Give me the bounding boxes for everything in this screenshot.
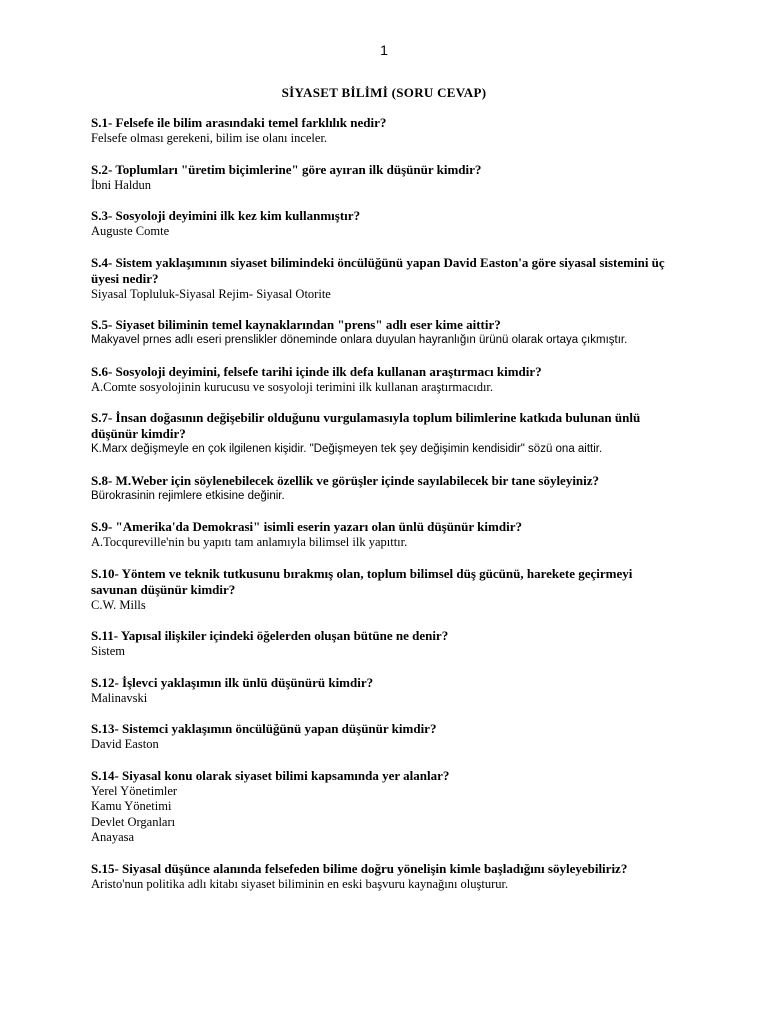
qa-item bbox=[91, 410, 671, 458]
qa-item bbox=[91, 519, 671, 551]
qa-item bbox=[91, 675, 671, 707]
answer-text: Malinavski bbox=[91, 690, 148, 705]
question-text: S.10- Yöntem ve teknik tutkusunu bırakmış olan, toplum bilimsel düş gücünü, harekete geçirmeyi savunan düşünür kimdir? bbox=[91, 565, 633, 597]
qa-item bbox=[91, 768, 671, 846]
qa-list bbox=[91, 115, 671, 907]
qa-item bbox=[91, 566, 671, 614]
answer-text: İbni Haldun bbox=[91, 177, 152, 192]
answer-text: A.Tocqureville'nin bu yapıtı tam anlamıyla bilimsel ilk yapıttır. bbox=[91, 535, 408, 549]
answer-text: Anayasa bbox=[91, 830, 135, 844]
answer-text: Devlet Organları bbox=[91, 814, 176, 829]
qa-item bbox=[91, 473, 671, 505]
answer-text: C.W. Mills bbox=[91, 597, 146, 612]
answer-text: Siyasal Topluluk-Siyasal Rejim- Siyasal Otorite bbox=[91, 286, 331, 301]
qa-item bbox=[91, 364, 671, 396]
answer-text: Yerel Yönetimler bbox=[91, 783, 178, 798]
answer-text: K.Marx değişmeyle en çok ilgilenen kişidir. "Değişmeyen tek şey değişimin kendisidir" sözü ona aittir. bbox=[91, 443, 603, 455]
qa-item bbox=[91, 255, 671, 303]
question-text: S.3- Sosyoloji deyimini ilk kez kim kullanmıştır? bbox=[91, 208, 361, 223]
qa-item bbox=[91, 115, 671, 147]
answer-text: Aristo'nun politika adlı kitabı siyaset biliminin en eski başvuru kaynağını oluşturur. bbox=[91, 876, 509, 891]
question-text: S.4- Sistem yaklaşımının siyaset bilimindeki öncülüğünü yapan David Easton'a göre siyasal sistemini üç üyesi nedir? bbox=[91, 254, 665, 286]
answer-text: Bürokrasinin rejimlere etkisine değinir. bbox=[91, 489, 285, 502]
answer-text: Makyavel prnes adlı eseri prenslikler döneminde onlara duyulan hayranlığın ürünü olarak ortaya çıkmıştır. bbox=[91, 334, 628, 346]
question-text: S.1- Felsefe ile bilim arasındaki temel farklılık nedir? bbox=[91, 115, 387, 130]
question-text: S.14- Siyasal konu olarak siyaset bilimi kapsamında yer alanlar? bbox=[91, 767, 450, 783]
question-text: S.13- Sistemci yaklaşımın öncülüğünü yapan düşünür kimdir? bbox=[91, 721, 437, 736]
question-text: S.8- M.Weber için söylenebilecek özellik ve görüşler içinde sayılabilecek bir tane söyleyiniz? bbox=[91, 472, 600, 488]
question-text: S.5- Siyaset biliminin temel kaynaklarından "prens" adlı eser kime aittir? bbox=[91, 317, 501, 332]
question-text: S.7- İnsan doğasının değişebilir olduğunu vurgulamasıyla toplum bilimlerine katkıda bulunan ünlü düşünür kimdir? bbox=[91, 410, 641, 441]
question-text: S.12- İşlevci yaklaşımın ilk ünlü düşünürü kimdir? bbox=[91, 674, 374, 690]
qa-item bbox=[91, 861, 671, 893]
qa-item bbox=[91, 162, 671, 194]
qa-item bbox=[91, 317, 671, 349]
answer-text: A.Comte sosyolojinin kurucusu ve sosyoloji terimini ilk kullanan araştırmacıdır. bbox=[91, 379, 494, 394]
answer-text: Sistem bbox=[91, 644, 126, 658]
answer-text: David Easton bbox=[91, 737, 159, 751]
qa-item bbox=[91, 628, 671, 660]
answer-text: Kamu Yönetimi bbox=[91, 799, 172, 813]
qa-item bbox=[91, 208, 671, 240]
page-number: 1 bbox=[380, 42, 388, 58]
question-text: S.2- Toplumları "üretim biçimlerine" göre ayıran ilk düşünür kimdir? bbox=[91, 161, 482, 177]
question-text: S.6- Sosyoloji deyimini, felsefe tarihi içinde ilk defa kullanan araştırmacı kimdir? bbox=[91, 363, 542, 379]
document-title: SİYASET BİLİMİ (SORU CEVAP) bbox=[281, 85, 487, 100]
question-text: S.11- Yapısal ilişkiler içindeki öğelerden oluşan bütüne ne denir? bbox=[91, 628, 449, 643]
question-text: S.9- "Amerika'da Demokrasi" isimli eserin yazarı olan ünlü düşünür kimdir? bbox=[91, 519, 522, 534]
answer-text: Auguste Comte bbox=[91, 224, 170, 238]
question-text: S.15- Siyasal düşünce alanında felsefeden bilime doğru yönelişin kimle başladığını söyleyebiliriz? bbox=[91, 860, 628, 876]
answer-text: Felsefe olması gerekeni, bilim ise olanı inceler. bbox=[91, 131, 328, 145]
qa-item bbox=[91, 721, 671, 753]
